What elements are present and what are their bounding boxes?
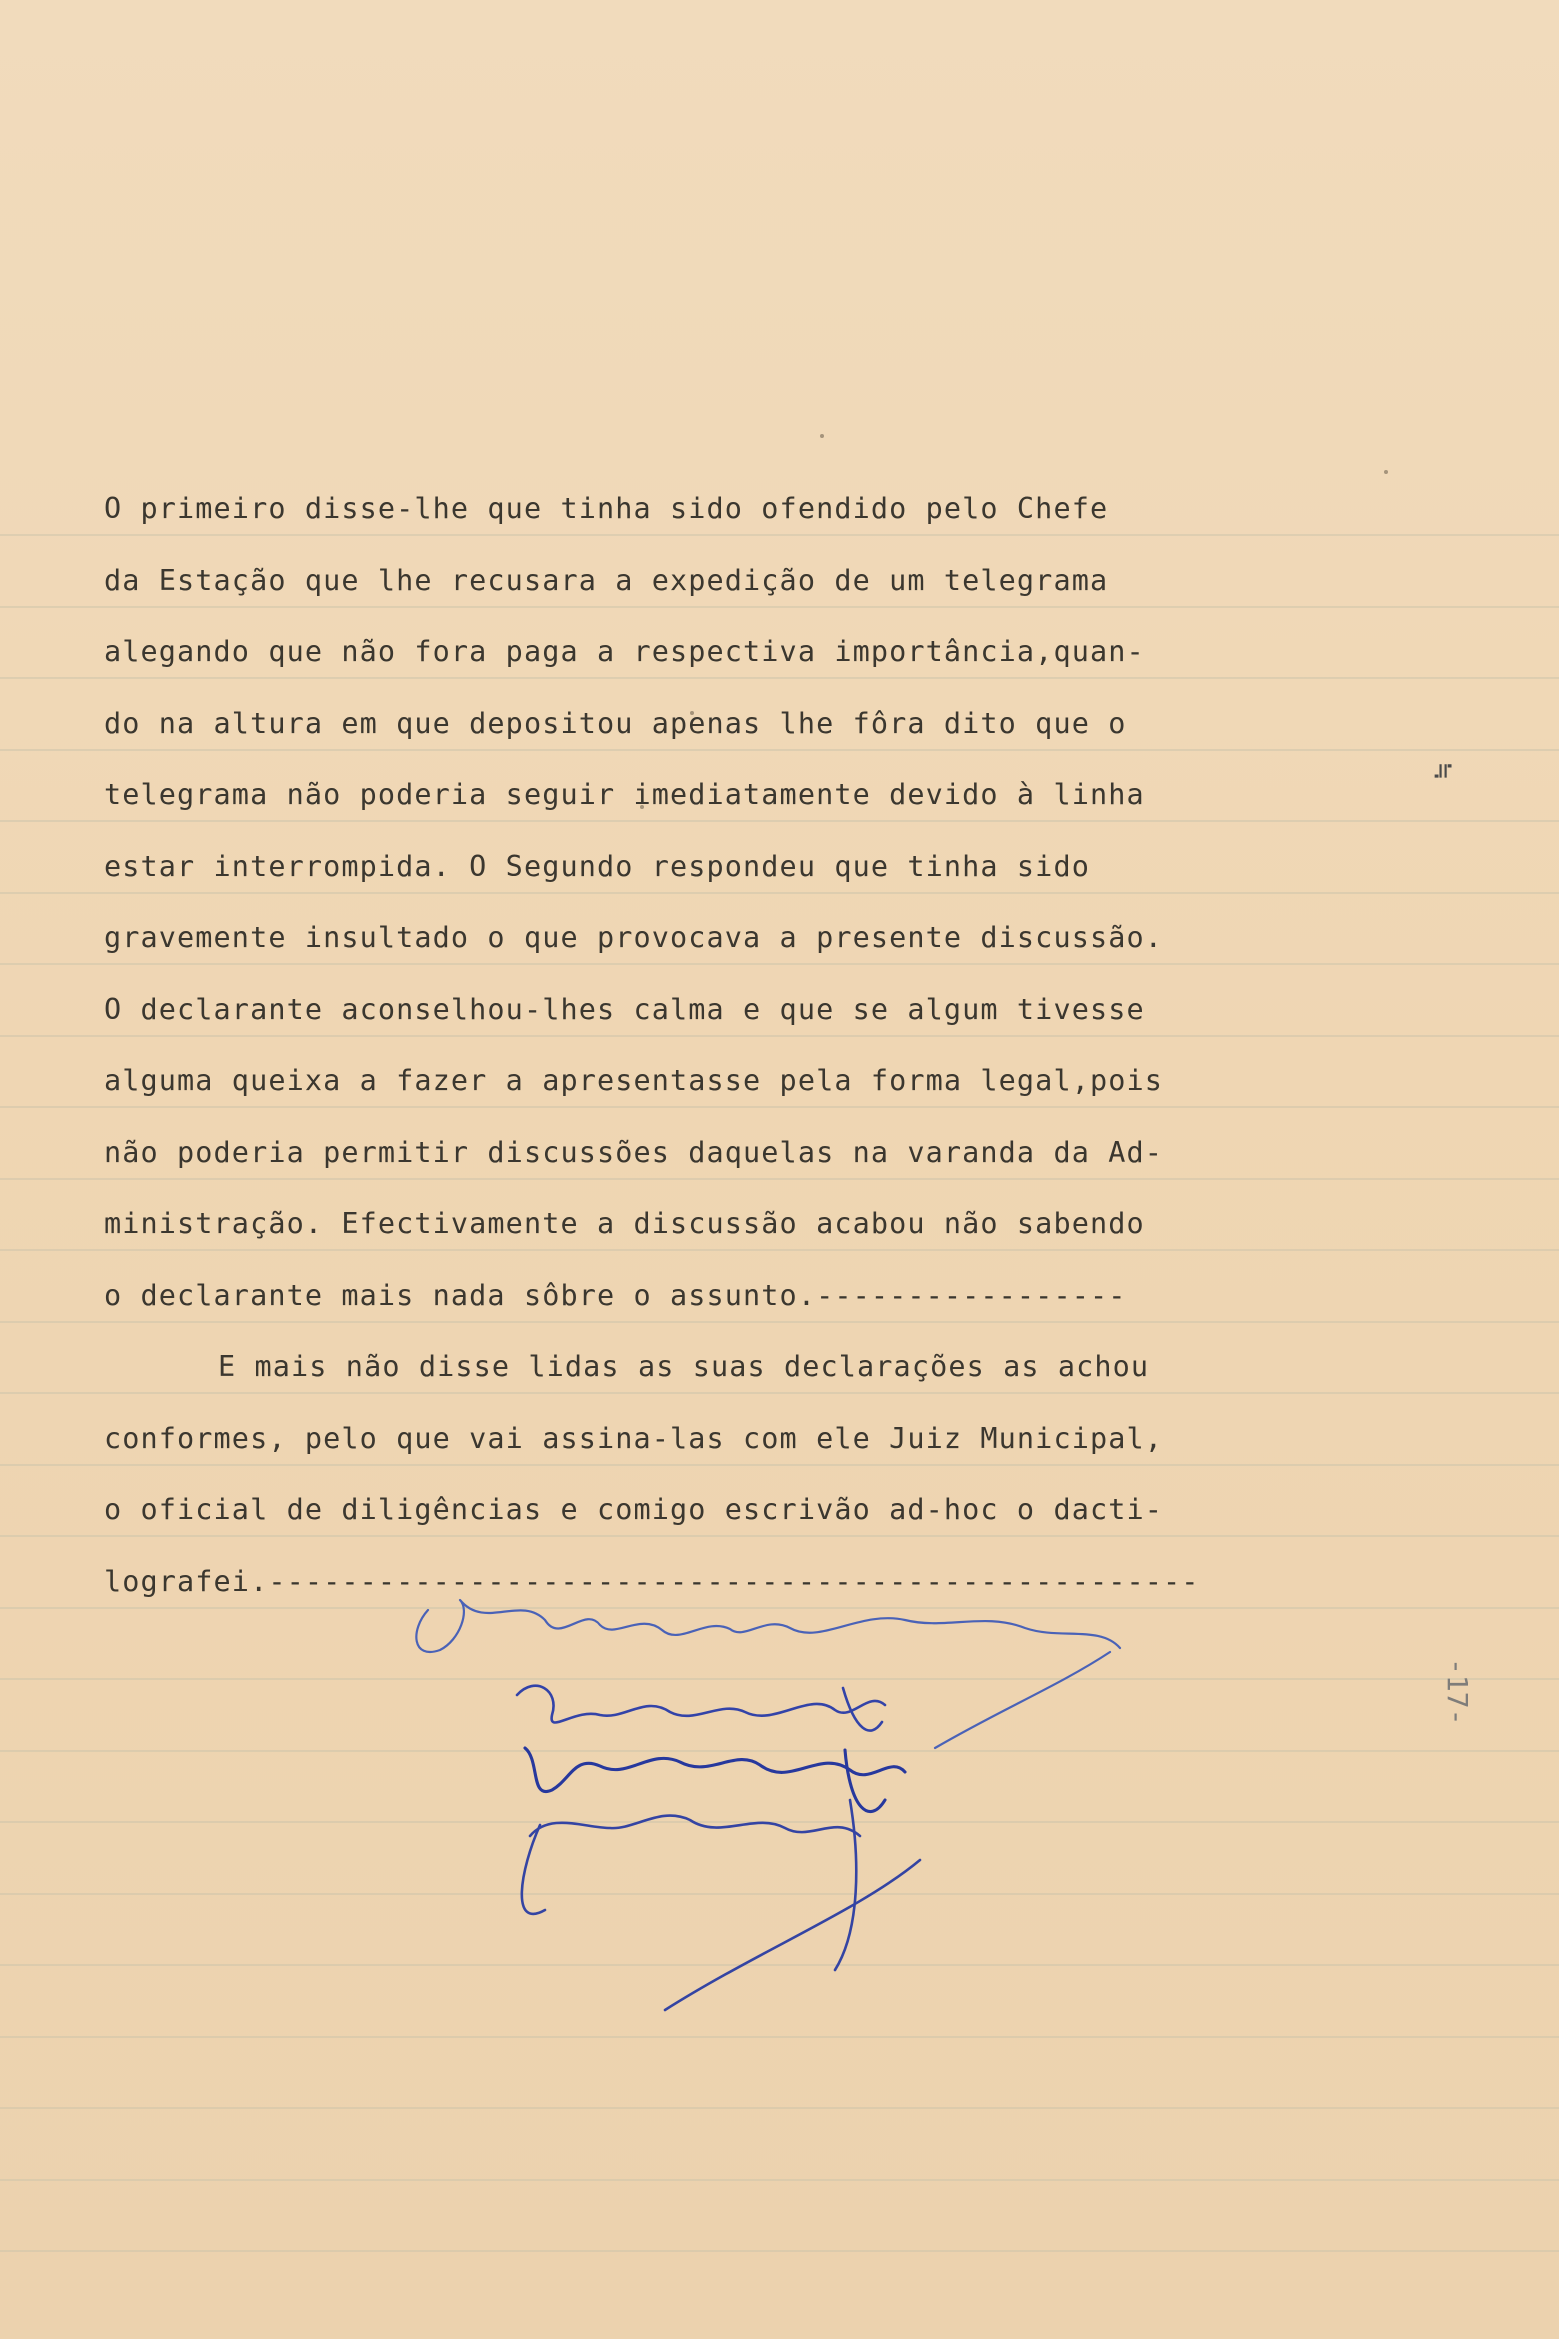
ink-speck (820, 434, 824, 438)
body-line: estar interrompida. O Segundo respondeu que tinha sido (104, 849, 1090, 883)
body-line: conformes, pelo que vai assina-las com ele Juiz Municipal, (104, 1421, 1163, 1455)
page-number: -17- (1441, 1658, 1474, 1726)
typewritten-body (104, 484, 1254, 1628)
body-line: ministração. Efectivamente a discussão acabou não sabendo (104, 1207, 1145, 1240)
body-line: o declarante mais nada sôbre o assunto.----------------- (104, 1278, 1127, 1312)
body-line: o oficial de diligências e comigo escrivão ad-hoc o dacti- (104, 1493, 1163, 1526)
margin-mark: ≒ (1427, 763, 1458, 779)
body-line: da Estação que lhe recusara a expedição de um telegrama (104, 563, 1109, 597)
body-line: alegando que não fora paga a respectiva importância,quan- (104, 635, 1145, 668)
body-line: telegrama não poderia seguir imediatamente devido à linha (104, 778, 1145, 811)
body-line: O declarante aconselhou-lhes calma e que se algum tivesse (104, 992, 1145, 1026)
body-line: do na altura em que depositou apenas lhe fôra dito que o (104, 706, 1127, 740)
body-line: gravemente insultado o que provocava a presente discussão. (104, 921, 1163, 954)
ink-speck (1384, 470, 1388, 474)
body-line: lografei.--------------------------------------------------- (104, 1564, 1200, 1598)
body-line: O primeiro disse-lhe que tinha sido ofendido pelo Chefe (104, 492, 1109, 525)
body-line: alguma queixa a fazer a apresentasse pela forma legal,pois (104, 1064, 1163, 1097)
body-line: E mais não disse lidas as suas declarações as achou (218, 1350, 1150, 1383)
body-line: não poderia permitir discussões daquelas na varanda da Ad- (104, 1135, 1163, 1169)
